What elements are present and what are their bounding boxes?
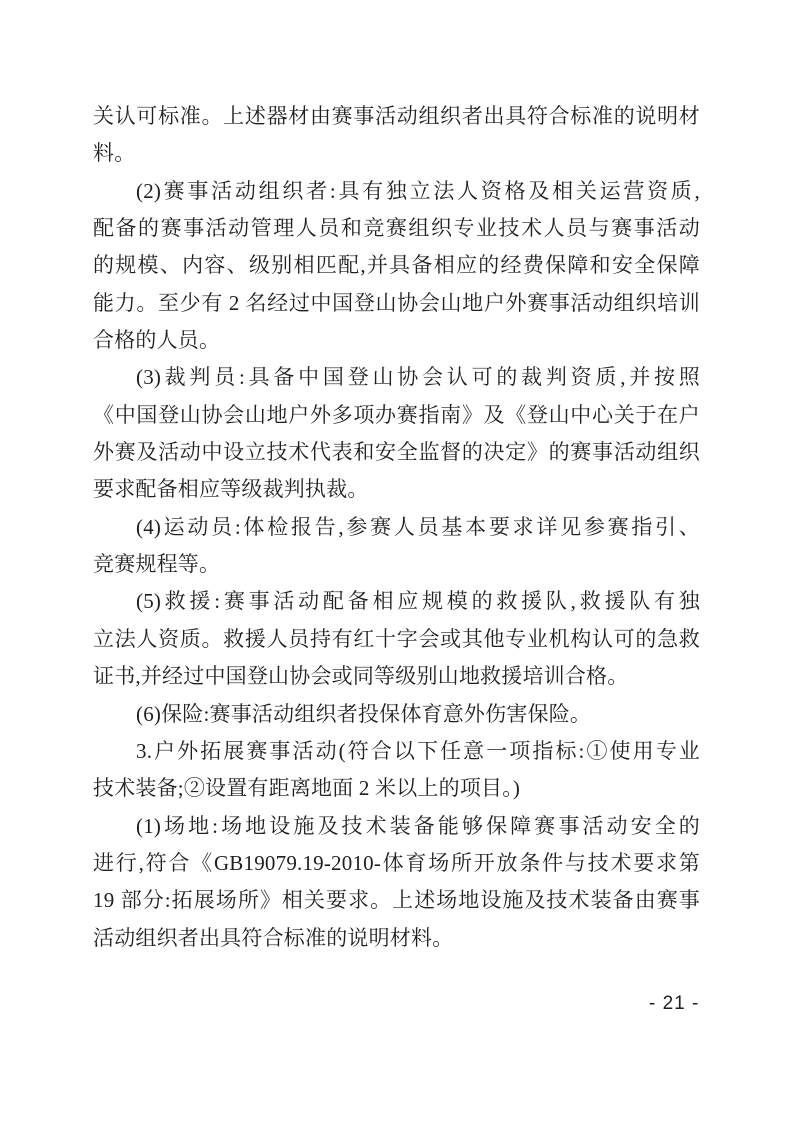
text-line: 合格的人员。 [93, 328, 221, 353]
text-line: 19 部分:拓展场所》相关要求。上述场地设施及技术装备由赛事 [93, 888, 700, 913]
text-line: 竞赛规程等。 [93, 552, 221, 577]
document-body [93, 98, 700, 957]
text-line: (5)救援:赛事活动配备相应规模的救援队,救援队有独 [136, 589, 700, 614]
text-line: 进行,符合《GB19079.19-2010-体育场所开放条件与技术要求第 [93, 850, 700, 875]
text-line: (1)场地:场地设施及技术装备能够保障赛事活动安全的 [136, 813, 700, 838]
text-line: 关认可标准。上述器材由赛事活动组织者出具符合标准的说明材 [93, 104, 700, 128]
text-line: (3)裁判员:具备中国登山协会认可的裁判资质,并按照 [136, 365, 700, 390]
text-line: 《中国登山协会山地户外多项办赛指南》及《登山中心关于在户 [93, 402, 700, 427]
text-line: 的规模、内容、级别相匹配,并具备相应的经费保障和安全保障 [93, 253, 700, 278]
text-line: 外赛及活动中设立技术代表和安全监督的决定》的赛事活动组织 [93, 440, 700, 465]
text-line: 技术装备;②设置有距离地面 2 米以上的项目。) [93, 776, 521, 801]
page-number: - 21 - [649, 993, 700, 1014]
text-line: 能力。至少有 2 名经过中国登山协会山地户外赛事活动组织培训 [93, 290, 700, 315]
text-line: (6)保险:赛事活动组织者投保体育意外伤害保险。 [136, 701, 592, 726]
text-line: 料。 [93, 141, 136, 166]
text-line: (4)运动员:体检报告,参赛人员基本要求详见参赛指引、 [136, 514, 700, 539]
text-line: (2)赛事活动组织者:具有独立法人资格及相关运营资质, [136, 178, 700, 203]
text-line: 3.户外拓展赛事活动(符合以下任意一项指标:①使用专业 [136, 738, 700, 763]
text-line: 配备的赛事活动管理人员和竞赛组织专业技术人员与赛事活动 [93, 216, 700, 241]
text-line: 活动组织者出具符合标准的说明材料。 [93, 925, 454, 950]
text-line: 证书,并经过中国登山协会或同等级别山地救援培训合格。 [93, 664, 629, 689]
text-line: 立法人资质。救援人员持有红十字会或其他专业机构认可的急救 [93, 626, 700, 651]
text-line: 要求配备相应等级裁判执裁。 [93, 477, 369, 502]
